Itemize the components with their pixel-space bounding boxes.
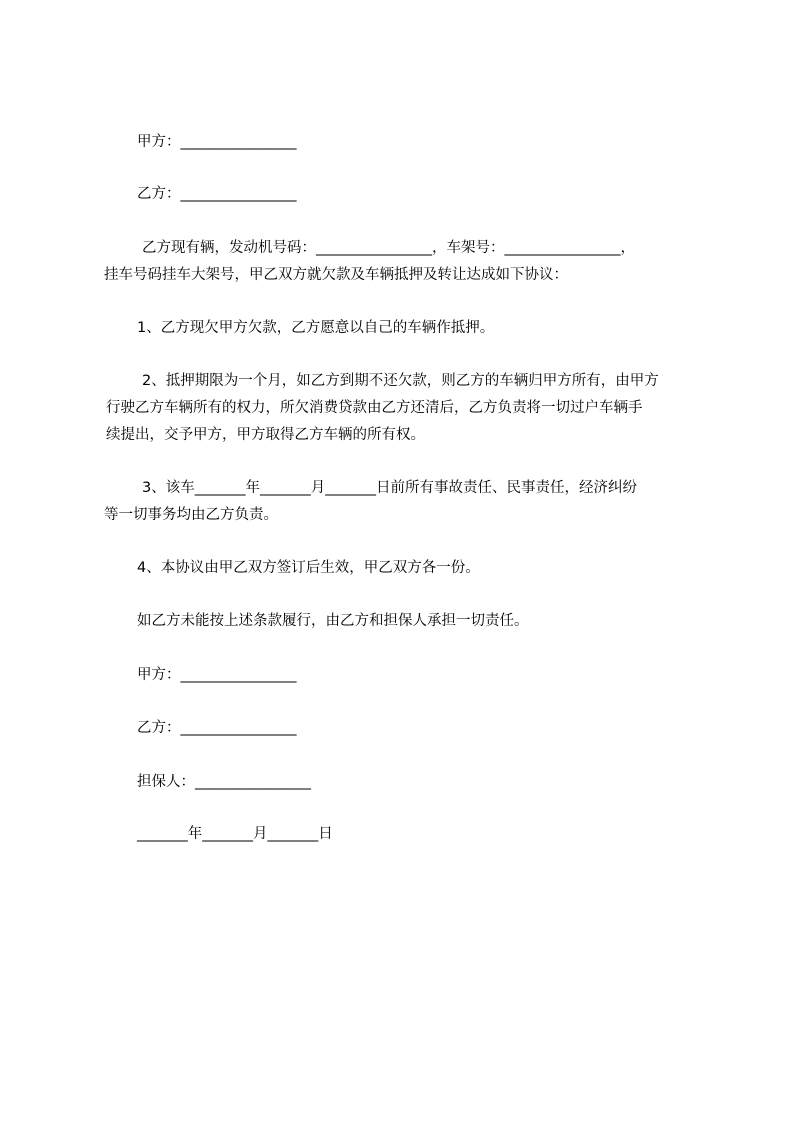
- clause-3-line-1: 3、该车_______年_______月_______日前所有事故责任、民事责任，经济纠纷: [142, 480, 637, 496]
- clause-2-line-3: 续提出，交予甲方，甲方取得乙方车辆的所有权。: [106, 427, 425, 443]
- signature-party-a: 甲方：________________: [137, 667, 297, 683]
- clause-2-line-2: 行驶乙方车辆所有的权力，所欠消费贷款由乙方还清后，乙方负责将一切过户车辆手: [106, 400, 643, 416]
- clause-1: 1、乙方现欠甲方欠款，乙方愿意以自己的车辆作抵押。: [137, 320, 495, 336]
- clause-4: 4、本协议由甲乙双方签订后生效，甲乙双方各一份。: [137, 560, 480, 576]
- signature-party-b: 乙方：________________: [137, 720, 297, 736]
- intro-line-1: 乙方现有辆，发动机号码：________________，车架号：________________，: [142, 240, 635, 256]
- signature-guarantor: 担保人：________________: [137, 774, 311, 790]
- intro-line-2: 挂车号码挂车大架号，甲乙双方就欠款及车辆抵押及转让达成如下协议：: [104, 267, 568, 283]
- header-party-a: 甲方：________________: [137, 134, 297, 150]
- clause-2-line-1: 2、抵押期限为一个月，如乙方到期不还欠款，则乙方的车辆归甲方所有，由甲方: [142, 373, 659, 389]
- header-party-b: 乙方：________________: [137, 186, 297, 202]
- clause-3-line-2: 等一切事务均由乙方负责。: [104, 507, 278, 523]
- liability-note: 如乙方未能按上述条款履行，由乙方和担保人承担一切责任。: [137, 613, 529, 629]
- signature-date: _______年_______月_______日: [137, 826, 333, 842]
